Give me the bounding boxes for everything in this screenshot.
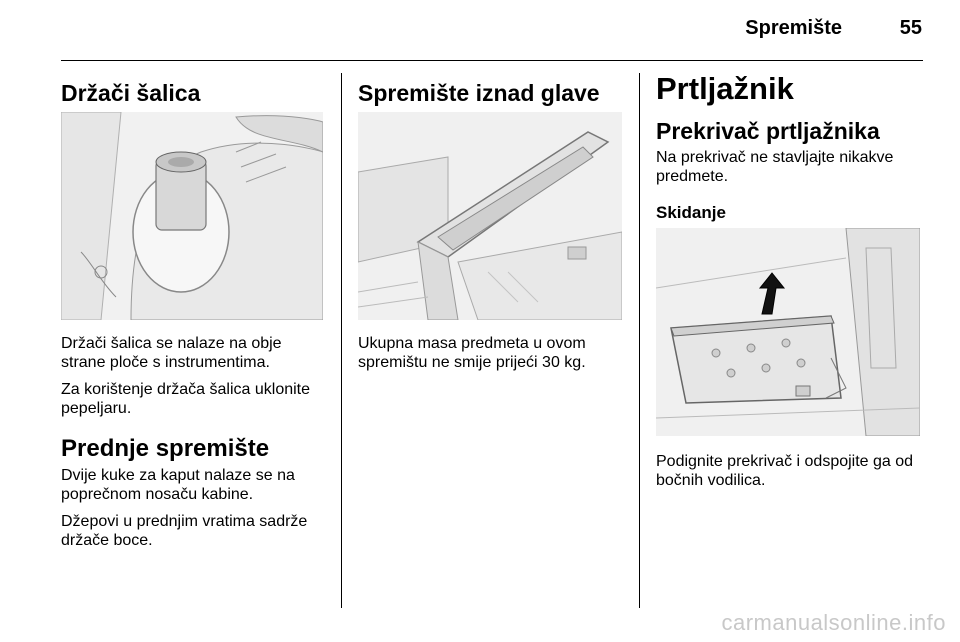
column-cup-holders-text [61,334,329,550]
paragraph: Za korištenje držača šalica uklonite pepeljaru. [61,381,311,417]
column-cup-holders [61,70,329,110]
overhead-storage-illustration [358,112,622,320]
column-divider-1 [341,73,342,608]
header-rule [61,60,923,61]
section-heading-overhead-storage: Spremište iznad glave [358,80,600,106]
paragraph: Podignite prekrivač i odspojite ga od bočnih vodilica. [656,453,914,489]
column-luggage [656,70,922,224]
paragraph: Na prekrivač ne stavljajte nikakve predmete. [656,149,894,185]
subheading-luggage-cover: Prekrivač prtljažnika [656,118,880,144]
luggage-cover-illustration [656,228,920,436]
section-heading-front-storage: Prednje spremište [61,435,270,462]
column-overhead-storage-text [358,334,626,372]
paragraph: Ukupna masa predmeta u ovom spremištu ne smije prijeći 30 kg. [358,335,586,371]
section-heading-cup-holders: Držači šalica [61,80,201,106]
minor-heading-removal: Skidanje [656,203,726,222]
paragraph: Držači šalica se nalaze na obje strane ploče s instrumentima. [61,335,282,371]
watermark: carmanualsonline.info [721,610,946,635]
column-overhead-storage [358,70,626,110]
cup-holder-illustration [61,112,323,320]
paragraph: Džepovi u prednjim vratima sadrže držače boce. [61,513,308,549]
paragraph: Dvije kuke za kaput nalaze se na poprečnom nosaču kabine. [61,467,295,503]
page-number: 55 [899,17,922,39]
column-divider-2 [639,73,640,608]
section-heading-luggage: Prtljažnik [656,71,794,106]
header-title: Spremište [745,17,842,39]
column-luggage-text [656,452,922,490]
